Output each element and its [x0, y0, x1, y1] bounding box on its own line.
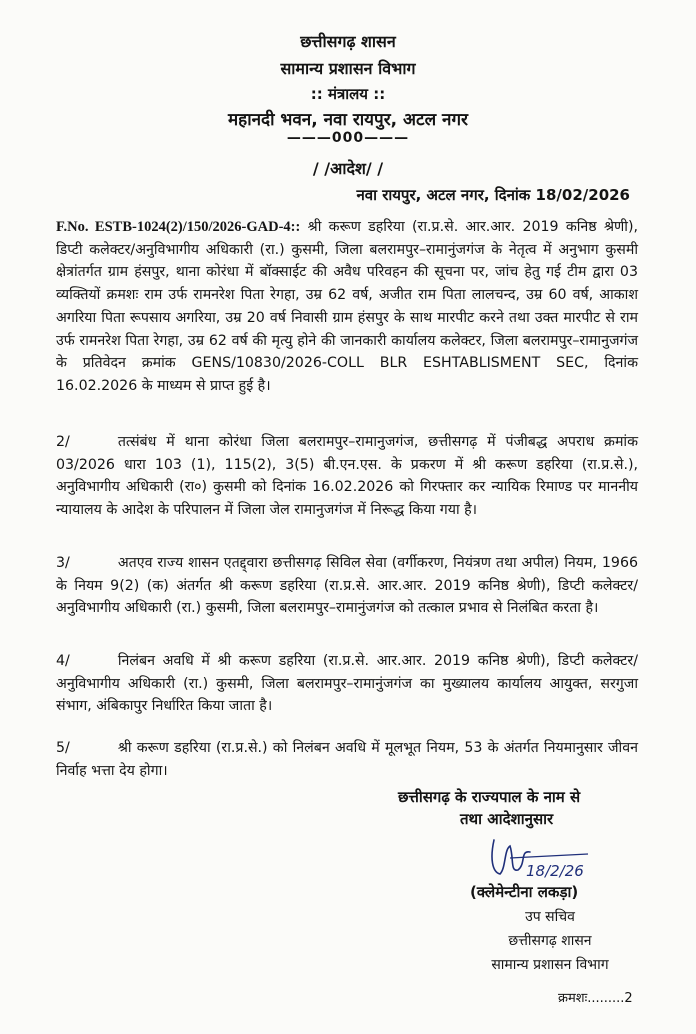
department-name: सामान्य प्रशासन विभाग [280, 59, 416, 78]
paragraph-5-text: श्री करूण डहरिया (रा.प्र.से.) को निलंबन अवधि में मूलभूत नियम, 53 के अंतर्गत नियमानुसार जीवन निर्वाह भत्ता देय होगा। [56, 740, 638, 779]
paragraph-5 [56, 737, 638, 782]
paragraph-5-number: 5/ [56, 740, 70, 756]
handwritten-date: 18/2/26 [526, 862, 584, 880]
authority-line-2: तथा आदेशानुसार [460, 810, 554, 828]
order-dateline: नवा रायपुर, अटल नगर, दिनांक 18/02/2026 [356, 186, 630, 204]
signatory-department: सामान्य प्रशासन विभाग [491, 957, 609, 973]
file-number: F.No. ESTB-1024(2)/150/2026-GAD-4:: [56, 219, 301, 235]
paragraph-2 [56, 431, 638, 522]
signature-underline [510, 854, 588, 858]
paragraph-2-text: तत्संबंध में थाना कोरंधा जिला बलरामपुर–रामानुजगंज, छत्तीसगढ़ में पंजीबद्ध अपराध क्रमांक 03/2026 धारा 103 (1), 115(2), 3(5) बी.एन.एस. के प्रकरण में श्री करूण डहरिया (रा.प्र.से.), अनुविभागीय अधिकारी (रा०) कुसमी को दिनांक 16.02.2026 को गिरफ्तार कर न्यायिक रिमाण्ड पर माननीय न्यायालय के आदेश के परिपालन में जिला जेल रामानुजगंज में निरूद्ध किया गया है। [56, 434, 638, 519]
continuation-marker: क्रमशः.........2 [558, 991, 633, 1006]
handwritten-signature [480, 828, 600, 888]
office-address: महानदी भवन, नवा रायपुर, अटल नगर [228, 110, 468, 130]
paragraph-3 [56, 552, 638, 620]
paragraph-1-text: श्री करूण डहरिया (रा.प्र.से. आर.आर. 2019 कनिष्ठ श्रेणी), डिप्टी कलेक्टर/अनुविभागीय अधिकारी (रा.) कुसमी, जिला बलरामपुर–रामानुंजगंज के नेतृत्व में अनुभाग कुसमी क्षेत्रांतर्गत ग्राम हंसपुर, थाना कोरंधा में बॉक्साईट की अवैध परिवहन की सूचना पर, जांच हेतु गई टीम द्वारा 03 व्यक्तियों क्रमशः राम उर्फ रामनरेश पिता रेगहा, उम्र 62 वर्ष, अजीत राम पिता लालचन्द, उम्र 60 वर्ष, आकाश अगरिया पिता रूपसाय अगरिया, उम्र 20 वर्ष निवासी ग्राम हंसपुर के साथ मारपीट करने तथा उक्त मारपीट से राम उर्फ रामनरेश पिता रेगहा, उम्र 62 वर्ष की मृत्यु होने की जानकारी कार्यालय कलेक्टर, जिला बलरामपुर–रामानुजगंज के प्रतिवेदन क्रमांक GENS/10830/2026-COLL BLR ESHTABLISMENT SEC, दिनांक 16.02.2026 के माध्यम से प्राप्त हुई है। [56, 219, 638, 394]
order-title: / /आदेश/ / [312, 159, 384, 178]
govt-name: छत्तीसगढ़ शासन [300, 32, 396, 51]
paragraph-4-number: 4/ [56, 653, 70, 669]
paragraph-3-number: 3/ [56, 555, 70, 571]
authority-line-1: छत्तीसगढ़ के राज्यपाल के नाम से [398, 788, 581, 806]
signatory-block [430, 905, 670, 977]
signatory-org: छत्तीसगढ़ शासन [508, 933, 592, 949]
ministry-label: :: मंत्रालय :: [310, 85, 386, 103]
paragraph-2-number: 2/ [56, 434, 70, 450]
paragraph-4-text: निलंबन अवधि में श्री करूण डहरिया (रा.प्र.से. आर.आर. 2019 कनिष्ठ श्रेणी), डिप्टी कलेक्टर/अनुविभागीय अधिकारी (रा.) कुसमी, जिला बलरामपुर–रामानुंजगंज का मुख्यालय कार्यालय आयुक्त, सरगुजा संभाग, अंबिकापुर निर्धारित किया जाता है। [56, 653, 638, 715]
paragraph-3-text: अतएव राज्य शासन एतद्द्वारा छत्तीसगढ़ सिविल सेवा (वर्गीकरण, नियंत्रण तथा अपील) नियम, 1966 के नियम 9(2) (क) अंतर्गत श्री करूण डहरिया (रा.प्र.से. आर.आर. 2019 कनिष्ठ श्रेणी), डिप्टी कलेक्टर/अनुविभागीय अधिकारी (रा.) कुसमी, जिला बलरामपुर–रामानुंजगंज को तत्काल प्रभाव से निलंबित करता है। [56, 555, 638, 617]
signatory-designation: उप सचिव [525, 909, 575, 925]
paragraph-1 [56, 216, 638, 398]
paragraph-4 [56, 650, 638, 718]
signatory-name: (क्लेमेन्टीना लकड़ा) [470, 883, 579, 901]
header-divider: ———000——— [286, 130, 410, 146]
